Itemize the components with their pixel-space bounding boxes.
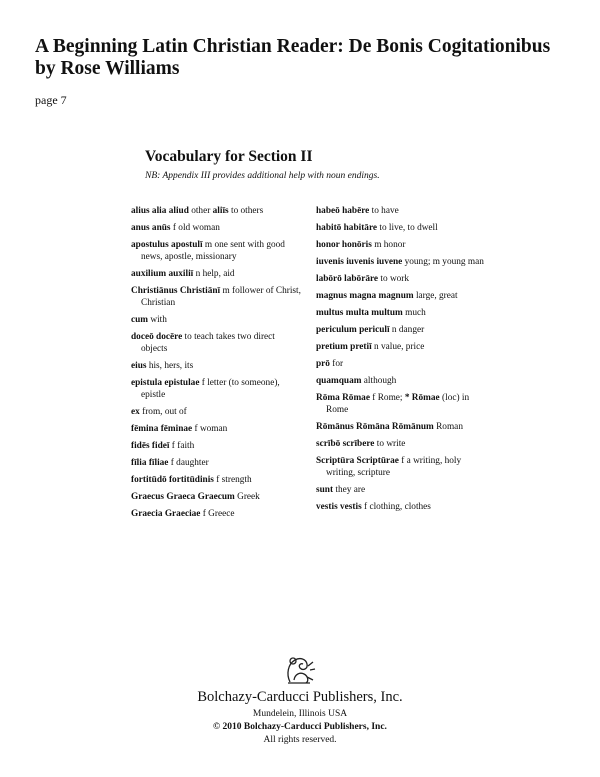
vocab-definition: m one sent with good news, apostle, missionary <box>141 240 285 262</box>
vocab-definition: f letter (to someone), epistle <box>141 378 280 400</box>
vocab-definition: young; m young man <box>402 257 484 267</box>
vocab-definition: large, great <box>413 291 458 301</box>
vocab-entry <box>131 406 303 418</box>
vocab-definition: f Greece <box>200 509 235 519</box>
vocab-lemma: sunt <box>316 485 334 495</box>
vocab-definition: Roman <box>433 422 463 432</box>
vocab-definition: n help, aid <box>193 269 235 279</box>
vocab-lemma: vestis vestis <box>316 502 362 512</box>
vocab-lemma: honor honōris <box>316 240 372 250</box>
vocab-entry <box>316 375 488 387</box>
vocab-definition: m follower of Christ, Christian <box>141 286 301 308</box>
book-title-line1: A Beginning Latin Christian Reader: De Bonis Cogitationibus <box>35 36 551 57</box>
vocab-entry <box>316 256 488 268</box>
vocab-lemma: Graecia Graeciae <box>131 509 201 519</box>
vocab-entry <box>131 285 303 309</box>
vocab-entry <box>131 205 303 217</box>
vocab-lemma: alius alia aliud <box>131 206 189 216</box>
vocab-entry <box>316 290 488 302</box>
vocab-entry <box>316 421 488 433</box>
vocab-entry <box>316 501 488 513</box>
vocab-lemma: prō <box>316 359 330 369</box>
vocab-definition: Greek <box>234 492 260 502</box>
vocab-entry <box>316 307 488 319</box>
vocab-entry <box>131 239 303 263</box>
vocab-definition: for <box>329 359 344 369</box>
vocab-definition: with <box>148 315 167 325</box>
vocab-entry <box>131 508 303 520</box>
vocabulary-heading: Vocabulary for Section II <box>145 148 313 165</box>
vocab-definition: f old woman <box>170 223 220 233</box>
vocab-lemma: cum <box>131 315 149 325</box>
vocab-entry <box>316 324 488 336</box>
vocabulary-column-right <box>316 205 488 518</box>
copyright-notice: © 2010 Bolchazy-Carducci Publishers, Inc. <box>213 722 387 732</box>
vocab-lemma: periculum periculī <box>316 325 390 335</box>
vocab-lemma: eius <box>131 361 147 371</box>
vocab-lemma: anus anūs <box>131 223 171 233</box>
vocab-definition: f strength <box>213 475 252 485</box>
vocab-entry <box>316 392 488 416</box>
vocab-lemma: fīlia fīliae <box>131 458 169 468</box>
vocab-entry <box>316 239 488 251</box>
vocab-lemma: iuvenis iuvenis iuvene <box>316 257 403 267</box>
vocab-entry <box>316 205 488 217</box>
vocab-definition: n danger <box>389 325 425 335</box>
vocab-lemma: labōrō labōrāre <box>316 274 379 284</box>
publisher-block <box>0 652 600 746</box>
vocab-entry <box>131 331 303 355</box>
vocab-definition: f Rome; <box>369 393 405 403</box>
vocab-entry <box>131 440 303 452</box>
vocab-definition: to live, to dwell <box>377 223 438 233</box>
vocab-entry <box>131 377 303 401</box>
vocab-lemma: Rōma Rōmae <box>316 393 370 403</box>
vocab-entry <box>316 341 488 353</box>
vocab-entry <box>131 314 303 326</box>
vocab-definition-secondary: (loc) in Rome <box>326 393 470 415</box>
vocab-lemma: Scriptūra Scriptūrae <box>316 456 399 466</box>
vocab-entry <box>131 268 303 280</box>
vocab-definition: although <box>361 376 397 386</box>
vocab-lemma: doceō docēre <box>131 332 183 342</box>
publisher-logo-icon <box>280 652 320 686</box>
vocab-definition: f woman <box>192 424 228 434</box>
vocab-lemma: Christiānus Christiānī <box>131 286 221 296</box>
vocab-lemma: apostulus apostulī <box>131 240 203 250</box>
vocab-lemma: fidēs fideī <box>131 441 170 451</box>
vocab-lemma: Graecus Graeca Graecum <box>131 492 235 502</box>
page-number: page 7 <box>35 93 67 107</box>
vocab-entry <box>131 474 303 486</box>
vocab-definition: f clothing, clothes <box>361 502 431 512</box>
vocab-entry <box>131 222 303 234</box>
vocab-lemma: habeō habēre <box>316 206 370 216</box>
vocab-lemma: fortitūdō fortitūdinis <box>131 475 214 485</box>
publisher-location: Mundelein, Illinois USA <box>252 709 348 719</box>
vocab-lemma: Rōmānus Rōmāna Rōmānum <box>316 422 434 432</box>
vocab-entry <box>131 423 303 435</box>
vocab-definition: his, hers, its <box>146 361 194 371</box>
vocab-definition: f a writing, holy writing, scripture <box>326 456 462 478</box>
vocab-lemma: scrībō scrībere <box>316 439 375 449</box>
vocab-definition: they are <box>333 485 366 495</box>
vocabulary-note: NB: Appendix III provides additional help with noun endings. <box>145 171 380 181</box>
vocab-lemma-secondary: aliīs <box>212 206 229 216</box>
book-author-line: by Rose Williams <box>35 58 180 79</box>
vocab-lemma-secondary: * Rōmae <box>404 393 440 403</box>
vocab-entry <box>316 273 488 285</box>
vocab-lemma: quamquam <box>316 376 362 386</box>
vocab-definition: from, out of <box>139 407 187 417</box>
vocab-lemma: pretium pretiī <box>316 342 372 352</box>
vocab-lemma: ex <box>131 407 140 417</box>
vocab-definition: to teach takes two direct objects <box>141 332 275 354</box>
vocab-definition: to write <box>374 439 406 449</box>
vocab-definition: other <box>188 206 213 216</box>
vocab-lemma: auxilium auxiliī <box>131 269 194 279</box>
vocab-definition: f faith <box>169 441 195 451</box>
vocabulary-column-left <box>131 205 303 525</box>
vocab-entry <box>131 491 303 503</box>
vocab-entry <box>316 438 488 450</box>
vocab-definition-secondary: to others <box>228 206 264 216</box>
vocab-definition: to have <box>369 206 399 216</box>
vocab-definition: to work <box>378 274 410 284</box>
vocab-entry <box>131 457 303 469</box>
vocab-lemma: fēmina fēminae <box>131 424 193 434</box>
vocab-entry <box>316 455 488 479</box>
vocab-entry <box>316 222 488 234</box>
vocab-lemma: multus multa multum <box>316 308 403 318</box>
publisher-name: Bolchazy-Carducci Publishers, Inc. <box>197 689 403 705</box>
vocab-entry <box>316 484 488 496</box>
vocab-definition: m honor <box>371 240 406 250</box>
vocab-entry <box>131 360 303 372</box>
vocab-definition: much <box>402 308 426 318</box>
vocab-lemma: habitō habitāre <box>316 223 378 233</box>
vocab-entry <box>316 358 488 370</box>
rights-notice: All rights reserved. <box>263 735 337 745</box>
vocab-lemma: magnus magna magnum <box>316 291 414 301</box>
book-title <box>35 36 575 80</box>
vocab-lemma: epistula epistulae <box>131 378 200 388</box>
vocab-definition: n value, price <box>371 342 425 352</box>
vocab-definition: f daughter <box>168 458 209 468</box>
